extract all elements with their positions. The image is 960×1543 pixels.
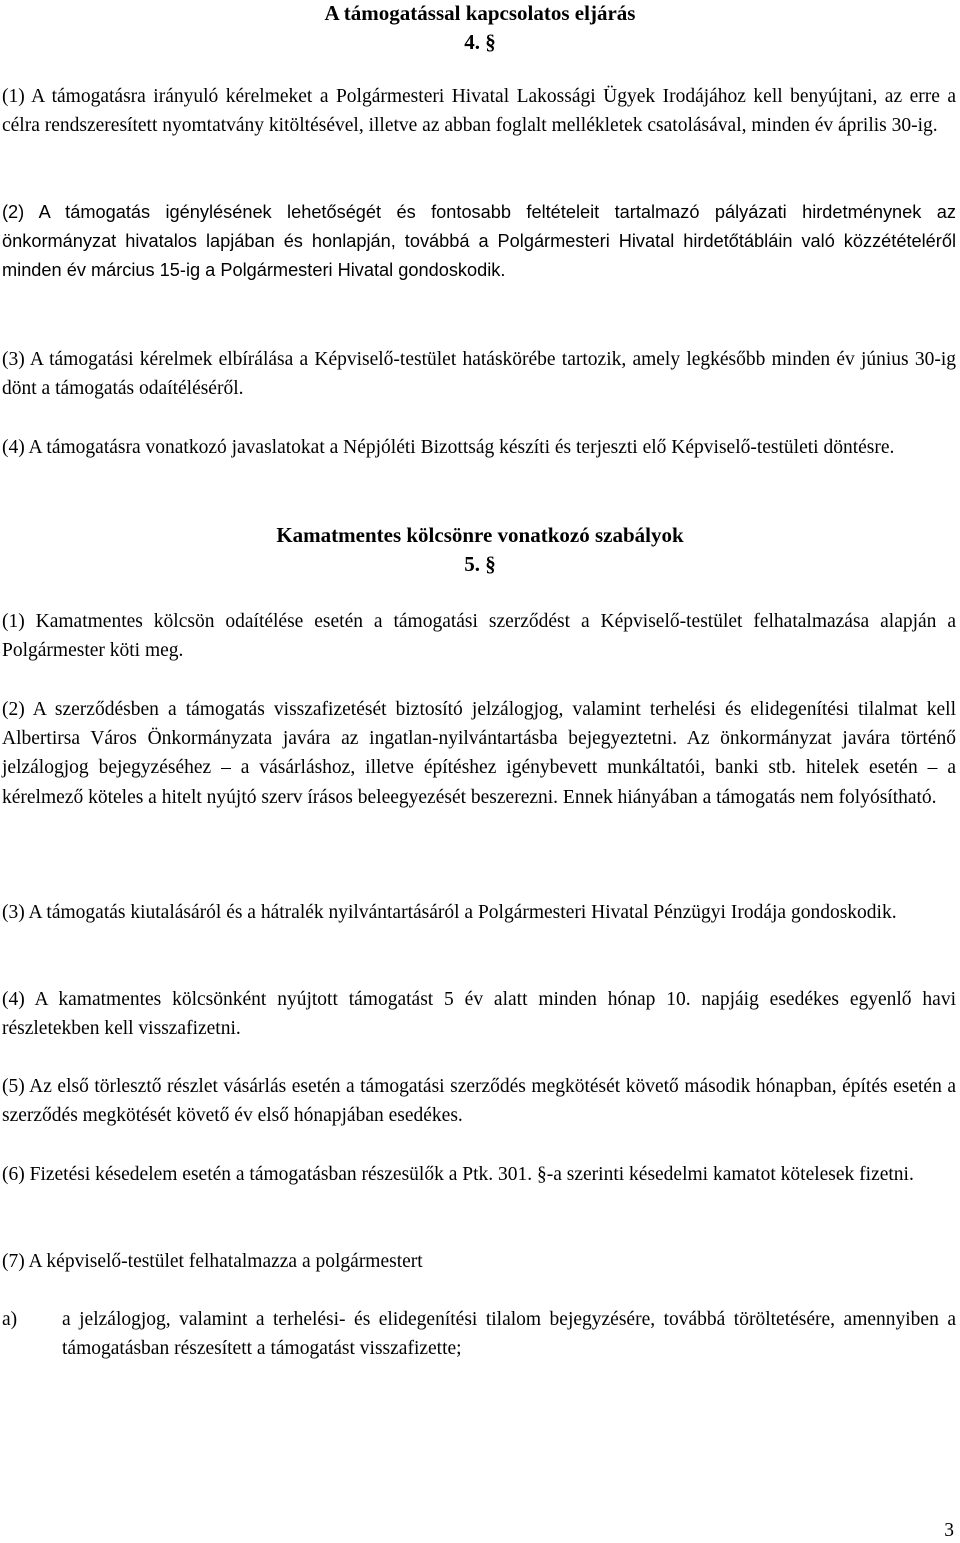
paragraph-5-1: (1) Kamatmentes kölcsön odaítélése esetén a támogatási szerződést a Képviselő-testület felhatalmazása alapján a Polgármester köti meg.	[2, 611, 956, 662]
list-text: a jelzálogjog, valamint a terhelési- és elidegenítési tilalom bejegyzésére, továbbá töröltetésére, amennyiben a támogatásban részesített a támogatást visszafizette;	[62, 1309, 956, 1360]
paragraph-sign-5: 5. §	[464, 552, 496, 576]
paragraph-4-4: (4) A támogatásra vonatkozó javaslatokat a Népjóléti Bizottság készíti és terjeszti elő Képviselő-testületi döntésre.	[2, 437, 895, 458]
paragraph-sign-4: 4. §	[464, 30, 496, 54]
list-marker: a)	[2, 1309, 18, 1330]
paragraph-4-3: (3) A támogatási kérelmek elbírálása a Képviselő-testület hatáskörébe tartozik, amely legkésőbb minden év június 30-ig dönt a támogatás odaítéléséről.	[2, 349, 956, 400]
paragraph-4-2: (2) A támogatás igénylésének lehetőségét és fontosabb feltételeit tartalmazó pályázati hirdetménynek az önkormányzat hivatalos lapjában és honlapján, továbbá a Polgármesteri Hivatal hirdetőtábláin való közzétételéről minden év március 15-ig a Polgármesteri Hivatal gondoskodik.	[2, 202, 956, 281]
paragraph-5-2: (2) A szerződésben a támogatás visszafizetését biztosító jelzálogjog, valamint terhelési és elidegenítési tilalmat kell Albertirsa Város Önkormányzata javára az ingatlan-nyilvántartásba bejegyeztetni. Az önkormányzat javára történő jelzálogjog bejegyzéséhez – a vásárláshoz, illetve építéshez igénybevett munkáltatói, banki stb. hitelek esetén – a kérelmező köteles a hitelt nyújtó szerv írásos beleegyezését beszerezni. Ennek hiányában a támogatás nem folyósítható.	[2, 699, 956, 808]
section-title-interest-free-loan: Kamatmentes kölcsönre vonatkozó szabályok	[276, 523, 684, 547]
page-number: 3	[944, 1520, 954, 1541]
paragraph-4-1: (1) A támogatásra irányuló kérelmeket a Polgármesteri Hivatal Lakossági Ügyek Irodájához kell benyújtani, az erre a célra rendszeresített nyomtatvány kitöltésével, illetve az abban foglalt mellékletek csatolásával, minden év április 30-ig.	[2, 86, 956, 137]
paragraph-5-5: (5) Az első törlesztő részlet vásárlás esetén a támogatási szerződés megkötését követő második hónapban, építés esetén a szerződés megkötését követő év első hónapjában esedékes.	[2, 1076, 956, 1127]
section-title-procedure: A támogatással kapcsolatos eljárás	[324, 1, 636, 25]
paragraph-5-4: (4) A kamatmentes kölcsönként nyújtott támogatást 5 év alatt minden hónap 10. napjáig esedékes egyenlő havi részletekben kell visszafizetni.	[2, 989, 956, 1040]
paragraph-5-6: (6) Fizetési késedelem esetén a támogatásban részesülők a Ptk. 301. §-a szerinti késedelmi kamatot kötelesek fizetni.	[2, 1164, 914, 1185]
paragraph-5-3: (3) A támogatás kiutalásáról és a hátralék nyilvántartásáról a Polgármesteri Hivatal Pénzügyi Irodája gondoskodik.	[2, 902, 897, 923]
paragraph-5-7: (7) A képviselő-testület felhatalmazza a polgármestert	[2, 1251, 423, 1272]
